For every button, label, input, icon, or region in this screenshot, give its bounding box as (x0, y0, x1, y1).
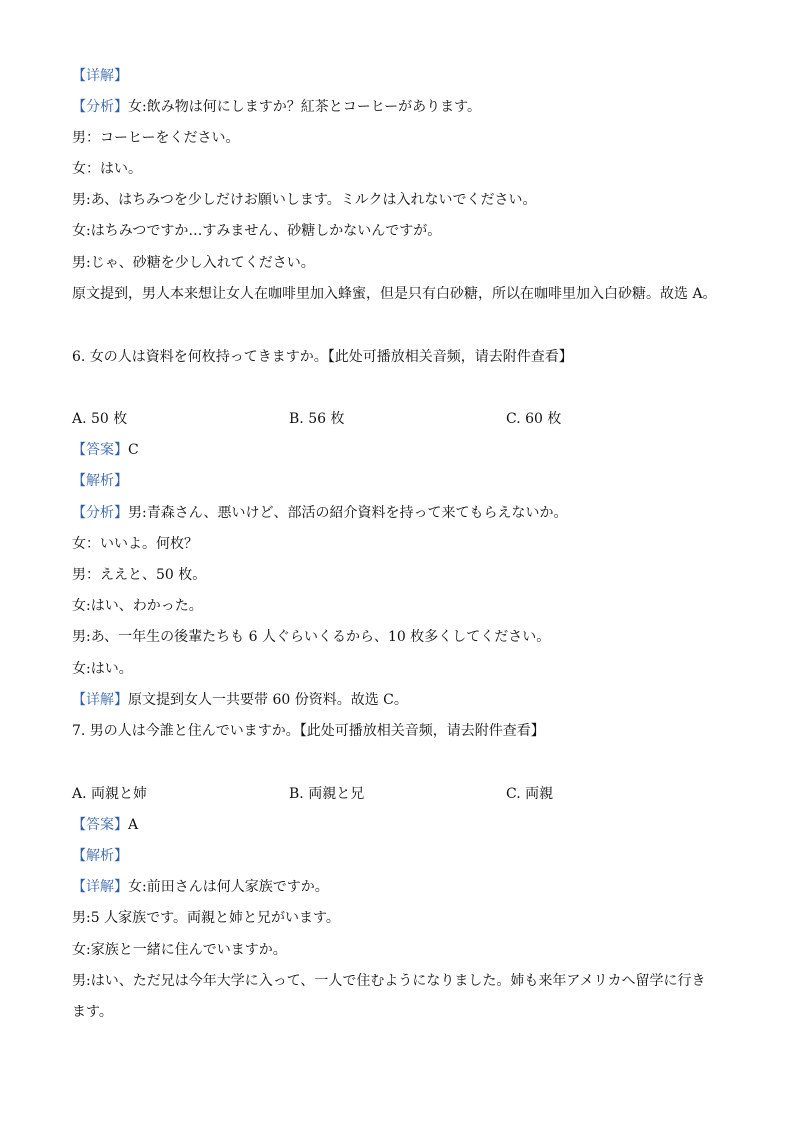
dialogue-line: 女：いいよ。何枚？ (72, 536, 198, 552)
dialogue-line: 男:5 人家族です。両親と姉と兄がいます。 (72, 910, 340, 926)
detail-text: 原文提到女人一共要带 60 份资料。故选 C。 (128, 692, 408, 708)
answer-value: A (128, 817, 139, 833)
dialogue-line: 男:じゃ、砂糖を少し入れてください。 (72, 255, 315, 271)
dialogue-line: 女:はい。 (72, 661, 133, 677)
option-c: C. 両親 (506, 786, 554, 802)
dialogue-line: 男:あ、はちみつを少しだけお願いします。ミルクは入れないでください。 (72, 192, 537, 208)
option-b: B. 56 枚 (289, 411, 345, 427)
analysis-line (72, 98, 481, 116)
dialogue-line: 男:青森さん、悪いけど、部活の紹介資料を持って来てもらえないか。 (128, 505, 568, 521)
option-a: A. 両親と姉 (72, 786, 148, 802)
dialogue-line: 女：はい。 (72, 161, 142, 177)
answer-line (72, 441, 139, 459)
analysis-label: 【分析】 (72, 505, 128, 521)
dialogue-line: 男:あ、一年生の後輩たちも 6 人ぐらいくるから、10 枚多くしてください。 (72, 629, 551, 645)
analysis-line (72, 504, 568, 522)
dialogue-line: ます。 (72, 1004, 113, 1020)
analysis-label: 【分析】 (72, 99, 128, 115)
explanation-text: 原文提到，男人本来想让女人在咖啡里加入蜂蜜，但是只有白砂糖，所以在咖啡里加入白砂糖。故选 A。 (72, 286, 717, 302)
question-7: 7. 男の人は今誰と住んでいますか。【此处可播放相关音频，请去附件查看】 (72, 723, 545, 739)
answer-value: C (128, 442, 139, 458)
dialogue-line: 女:飲み物は何にしますか？紅茶とコーヒーがあります。 (128, 99, 482, 115)
question-6: 6. 女の人は資料を何枚持ってきますか。【此处可播放相关音频，请去附件查看】 (72, 349, 573, 365)
detail-label: 【详解】 (72, 879, 128, 895)
detail-line (72, 691, 408, 709)
option-b: B. 両親と兄 (289, 786, 365, 802)
detail-label: 【详解】 (72, 692, 128, 708)
detail-label: 【详解】 (72, 68, 128, 84)
explanation-label: 【解析】 (72, 848, 128, 864)
dialogue-line: 女:はちみつですか…すみません、砂糖しかないんですが。 (72, 223, 442, 239)
dialogue-line: 男:はい、ただ兄は今年大学に入って、一人で住むようになりました。姉も来年アメリカへ留学に行き (72, 973, 706, 989)
dialogue-line: 男：ええと、50 枚。 (72, 567, 207, 583)
dialogue-line: 女:前田さんは何人家族ですか。 (128, 879, 329, 895)
dialogue-line: 女:はい、わかった。 (72, 598, 203, 614)
detail-line (72, 878, 329, 896)
option-a: A. 50 枚 (72, 411, 128, 427)
dialogue-line: 男：コーヒーをください。 (72, 130, 240, 146)
answer-label: 【答案】 (72, 817, 128, 833)
answer-label: 【答案】 (72, 442, 128, 458)
answer-line (72, 816, 138, 834)
dialogue-line: 女:家族と一緒に住んでいますか。 (72, 942, 287, 958)
explanation-label: 【解析】 (72, 473, 128, 489)
option-c: C. 60 枚 (506, 411, 562, 427)
